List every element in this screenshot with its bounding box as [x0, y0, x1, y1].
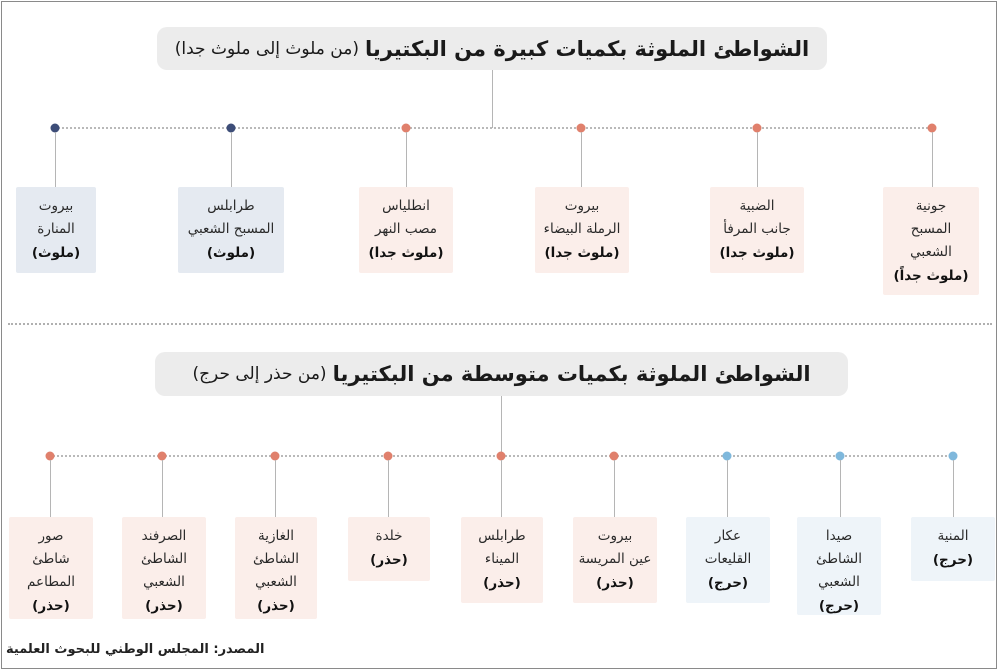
- beach-name-line: انطلياس: [382, 198, 430, 214]
- beach-status: (حذر): [32, 598, 70, 614]
- beach-name-line: جونية: [915, 198, 947, 214]
- connector-line: [757, 132, 758, 187]
- beach-name-line: الميناء: [484, 551, 520, 567]
- section2-title-sub: (من حذر إلى حرج): [192, 364, 327, 384]
- section1-title-main: الشواطئ الملوثة بكميات كبيرة من البكتيريا: [364, 36, 810, 61]
- beach-name-line: مصب النهر: [374, 221, 438, 237]
- beach-name-line: الصرفند: [141, 528, 187, 544]
- connector-line: [501, 460, 502, 517]
- beach-card: [883, 187, 979, 295]
- connector-line: [50, 460, 51, 517]
- section2-stem: [501, 396, 502, 456]
- section-separator: [8, 323, 992, 325]
- connector-line: [55, 132, 56, 187]
- beach-name-line: المسبح الشعبي: [187, 221, 275, 237]
- beach-name-line: الشعبي: [910, 244, 952, 260]
- beach-name-line: الغازية: [257, 528, 294, 544]
- beach-name-line: المطاعم: [27, 574, 75, 590]
- beach-status: (حذر): [370, 552, 408, 568]
- beach-name-line: الشاطئ: [815, 551, 863, 567]
- beach-name-line: الضبية: [739, 198, 775, 214]
- beach-card: [686, 517, 770, 603]
- section2-title-main: الشواطئ الملوثة بكميات متوسطة من البكتيريا: [332, 362, 811, 386]
- beach-card: [178, 187, 284, 273]
- beach-name-line: بيروت: [597, 528, 633, 544]
- connector-line: [932, 132, 933, 187]
- beach-name-line: عكار: [714, 528, 742, 544]
- beach-name-line: الشاطئ: [140, 551, 188, 567]
- beach-name-line: خلدة: [375, 528, 403, 544]
- beach-status: (حرج): [707, 575, 749, 591]
- connector-line: [162, 460, 163, 517]
- beach-status: (ملوث جداً): [893, 268, 969, 284]
- connector-line: [231, 132, 232, 187]
- beach-status: (حذر): [145, 598, 183, 614]
- beach-card: [573, 517, 657, 603]
- connector-line: [388, 460, 389, 517]
- beach-status: (ملوث جدا): [368, 245, 444, 261]
- beach-status: (ملوث جدا): [544, 245, 620, 261]
- beach-card: [710, 187, 804, 273]
- connector-line: [953, 460, 954, 517]
- source-note: المصدر: المجلس الوطني للبحوث العلمية: [6, 642, 265, 657]
- beach-name-line: شاطئ: [32, 551, 70, 567]
- beach-name-line: بيروت: [38, 198, 74, 214]
- section1-timeline: [55, 127, 932, 129]
- connector-line: [614, 460, 615, 517]
- beach-card: [535, 187, 629, 273]
- connector-line: [406, 132, 407, 187]
- beach-card: [9, 517, 93, 619]
- beach-status: (حذر): [483, 575, 521, 591]
- beach-name-line: جانب المرفأ: [723, 221, 791, 237]
- beach-card: [797, 517, 881, 615]
- beach-name-line: بيروت: [564, 198, 600, 214]
- beach-status: (حرج): [932, 552, 974, 568]
- section1-stem: [492, 70, 493, 128]
- beach-status: (حذر): [596, 575, 634, 591]
- beach-name-line: صيدا: [825, 528, 853, 544]
- beach-name-line: طرابلس: [478, 528, 526, 544]
- connector-line: [275, 460, 276, 517]
- beach-status: (حرج): [818, 598, 860, 614]
- connector-line: [727, 460, 728, 517]
- beach-card: [348, 517, 430, 581]
- beach-status: (حذر): [257, 598, 295, 614]
- beach-card: [16, 187, 96, 273]
- connector-line: [840, 460, 841, 517]
- beach-name-line: عين المريسة: [578, 551, 652, 567]
- beach-name-line: الشعبي: [818, 574, 860, 590]
- beach-name-line: المسبح: [910, 221, 952, 237]
- section2-title: [155, 352, 848, 396]
- beach-name-line: طرابلس: [207, 198, 255, 214]
- connector-line: [581, 132, 582, 187]
- beach-name-line: الشاطئ: [252, 551, 300, 567]
- beach-card: [235, 517, 317, 619]
- section1-title: [157, 27, 827, 70]
- beach-status: (ملوث جدا): [719, 245, 795, 261]
- beach-card: [122, 517, 206, 619]
- beach-status: (ملوث): [31, 245, 81, 261]
- beach-name-line: الشعبي: [255, 574, 297, 590]
- beach-name-line: صور: [38, 528, 64, 544]
- section1-title-sub: (من ملوث إلى ملوث جدا): [174, 38, 359, 59]
- beach-name-line: المنية: [937, 528, 969, 544]
- beach-name-line: الشعبي: [143, 574, 185, 590]
- beach-status: (ملوث): [206, 245, 256, 261]
- beach-name-line: القليعات: [704, 551, 752, 567]
- beach-card: [911, 517, 995, 581]
- beach-name-line: الرملة البيضاء: [543, 221, 621, 237]
- beach-card: [461, 517, 543, 603]
- beach-name-line: المنارة: [37, 221, 75, 237]
- beach-card: [359, 187, 453, 273]
